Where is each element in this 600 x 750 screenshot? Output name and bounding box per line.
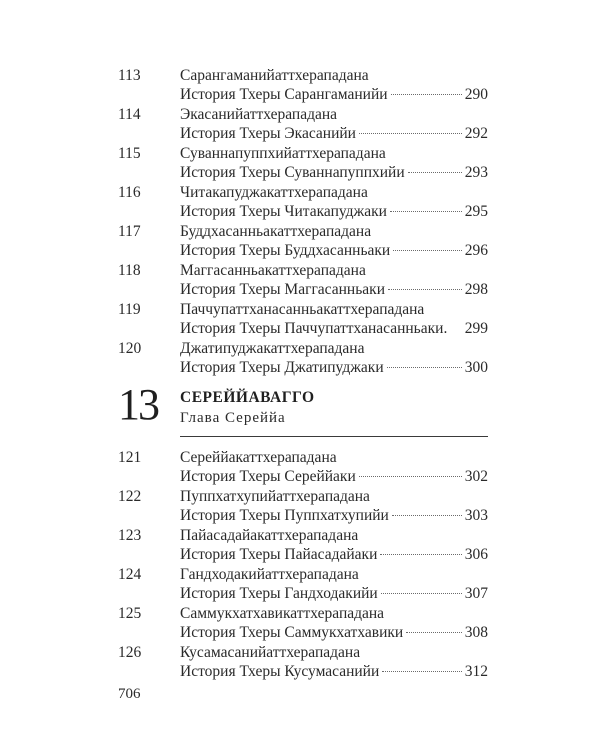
page-number: 706 — [118, 686, 141, 702]
entry-story-title: История Тхеры Кусумасанийи — [180, 663, 380, 680]
entry-page-number: 307 — [464, 585, 488, 602]
entry-number: 118 — [118, 262, 141, 279]
dot-leader — [359, 133, 462, 134]
entry-story-title: История Тхеры Сереййаки — [180, 468, 356, 485]
entry-number: 116 — [118, 184, 141, 201]
entry-number: 124 — [118, 566, 142, 583]
entry-number: 114 — [118, 106, 141, 123]
entry-page-number: 312 — [464, 663, 488, 680]
entry-story-line — [180, 124, 488, 143]
entry-page-number: 295 — [464, 203, 488, 220]
entry-page-number: 308 — [464, 624, 488, 641]
entry-page-number: 296 — [464, 242, 488, 259]
entry-story-line — [180, 623, 488, 642]
entry-story-line — [180, 467, 488, 486]
entry-story-title: История Тхеры Читакапуджаки — [180, 203, 387, 220]
dot-leader — [391, 94, 462, 95]
entry-story-line — [180, 280, 488, 299]
entry-page-number: 302 — [464, 468, 488, 485]
entry-number: 122 — [118, 488, 142, 505]
entry-story-line — [180, 545, 488, 564]
entry-number: 113 — [118, 67, 141, 84]
entry-story-line — [180, 85, 488, 104]
entry-story-line — [180, 506, 488, 525]
entry-pali-title: Сереййакаттхерападана — [180, 449, 337, 466]
entry-story-line — [180, 584, 488, 603]
entry-page-number: 299 — [464, 320, 488, 337]
entry-number: 119 — [118, 301, 141, 318]
entry-story-title: История Тхеры Саммукхатхавики — [180, 624, 404, 641]
entry-pali-title: Паччупаттханасанньакаттхерападана — [180, 301, 425, 318]
entry-story-title: История Тхеры Экасанийи — [180, 125, 356, 142]
entry-number: 121 — [118, 449, 142, 466]
entry-pali-title: Сарангаманийаттхерападана — [180, 67, 369, 84]
entry-pali-title: Кусамасанийаттхерападана — [180, 644, 361, 661]
entry-number: 115 — [118, 145, 141, 162]
entry-page-number: 290 — [464, 86, 488, 103]
entry-number: 125 — [118, 605, 142, 622]
entry-story-title: История Тхеры Маггасанньаки — [180, 281, 385, 298]
entry-story-line — [180, 319, 488, 338]
entry-pali-title: Гандходакийаттхерападана — [180, 566, 359, 583]
entry-story-title: История Тхеры Пайасадайаки — [180, 546, 378, 563]
entry-story-title: История Тхеры Сарангаманийи — [180, 86, 388, 103]
entry-story-title: История Тхеры Буддхасанньаки — [180, 242, 391, 259]
chapter-subtitle: Глава Сереййа — [180, 410, 286, 426]
dot-leader — [382, 671, 461, 672]
chapter-heading — [118, 380, 488, 443]
dot-leader — [408, 172, 462, 173]
chapter-title: СЕРЕЙЙАВАГГО — [180, 389, 315, 406]
entry-number: 120 — [118, 340, 142, 357]
dot-leader — [406, 632, 462, 633]
dot-leader — [380, 554, 461, 555]
entry-pali-title: Пайасадайакаттхерападана — [180, 527, 359, 544]
entry-pali-title: Экасанийаттхерападана — [180, 106, 338, 123]
entry-page-number: 303 — [464, 507, 488, 524]
entry-story-line — [180, 241, 488, 260]
entry-story-line — [180, 662, 488, 681]
dot-leader — [359, 476, 462, 477]
entry-story-title: История Тхеры Гандходакийи — [180, 585, 378, 602]
entry-pali-title: Пуппхатхупийаттхерападана — [180, 488, 370, 505]
chapter-divider — [180, 436, 488, 437]
entry-pali-title: Маггасанньакаттхерападана — [180, 262, 366, 279]
entry-story-line — [180, 202, 488, 221]
entry-story-title: История Тхеры Пуппхатхупийи — [180, 507, 389, 524]
entry-story-title: История Тхеры Паччупаттханасанньаки. — [180, 320, 448, 337]
entry-page-number: 292 — [464, 125, 488, 142]
entry-story-title: История Тхеры Джатипуджаки — [180, 359, 384, 376]
entry-story-line — [180, 358, 488, 377]
entry-page-number: 298 — [464, 281, 488, 298]
entry-story-title: История Тхеры Суваннапуппхийи — [180, 164, 405, 181]
dot-leader — [387, 367, 462, 368]
dot-leader — [393, 250, 462, 251]
entry-number: 123 — [118, 527, 142, 544]
entry-page-number: 293 — [464, 164, 488, 181]
entry-pali-title: Суваннапуппхийаттхерападана — [180, 145, 386, 162]
dot-leader — [392, 515, 462, 516]
entry-pali-title: Читакапуджакаттхерападана — [180, 184, 368, 201]
dot-leader — [390, 211, 462, 212]
dot-leader — [381, 593, 462, 594]
entry-number: 117 — [118, 223, 141, 240]
entry-pali-title: Джатипуджакаттхерападана — [180, 340, 365, 357]
entry-story-line — [180, 163, 488, 182]
chapter-number: 13 — [118, 380, 158, 429]
entry-number: 126 — [118, 644, 142, 661]
dot-leader — [388, 289, 462, 290]
entry-pali-title: Саммукхатхавикаттхерападана — [180, 605, 385, 622]
entry-page-number: 300 — [464, 359, 488, 376]
entry-pali-title: Буддхасанньакаттхерападана — [180, 223, 372, 240]
entry-page-number: 306 — [464, 546, 488, 563]
